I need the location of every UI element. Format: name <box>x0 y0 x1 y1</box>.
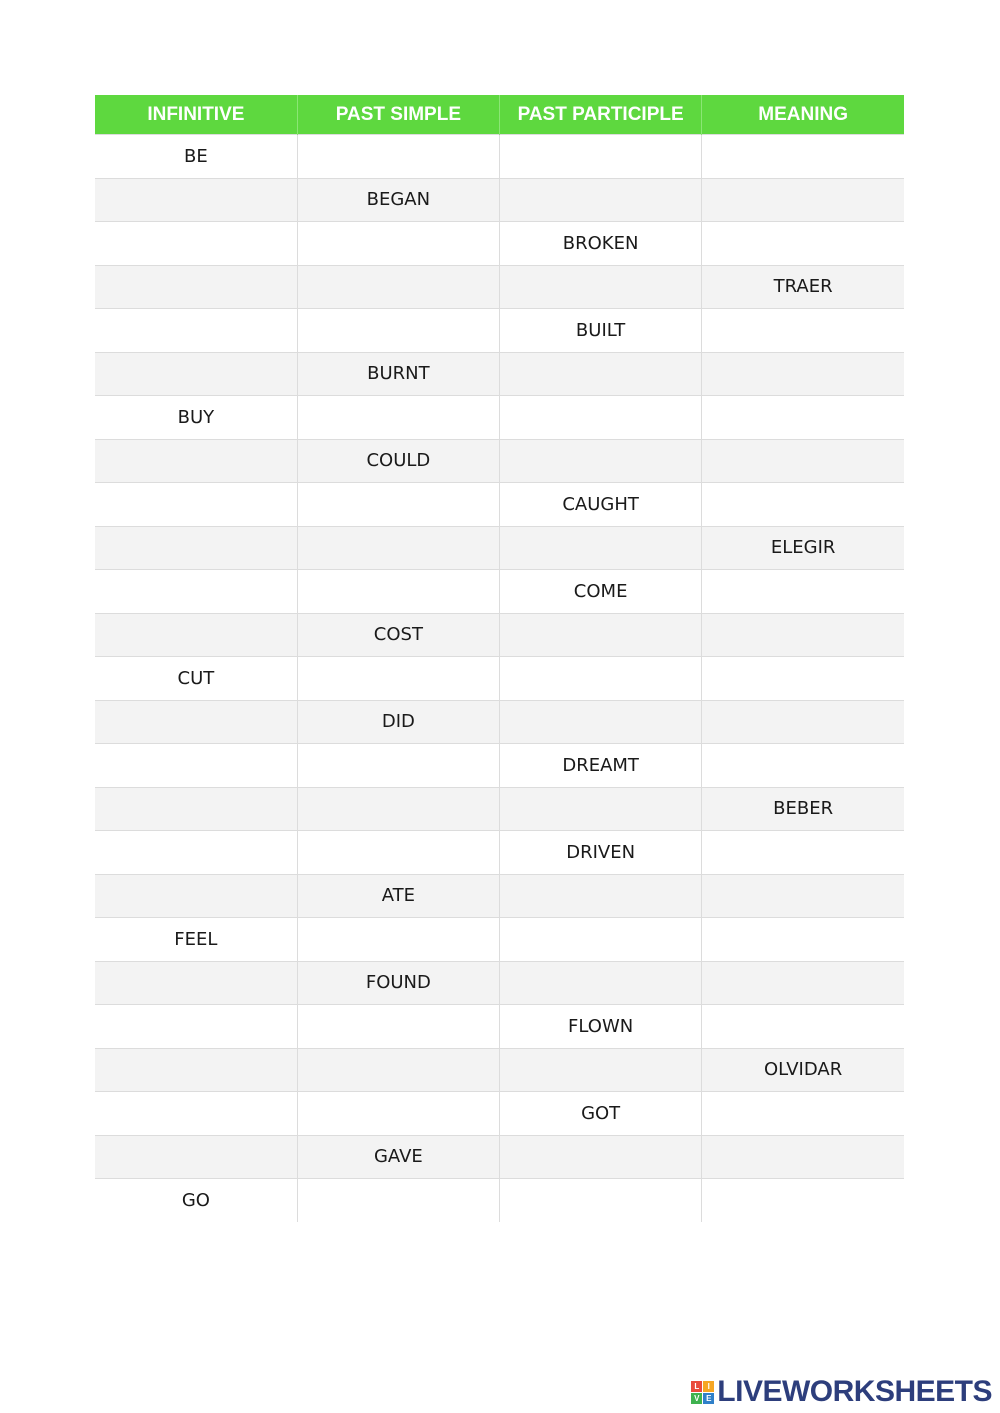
cell-past-participle: BROKEN <box>500 222 702 266</box>
cell-past-simple[interactable] <box>297 744 499 788</box>
cell-infinitive[interactable] <box>95 352 297 396</box>
irregular-verbs-table <box>95 95 904 1222</box>
cell-meaning[interactable] <box>702 961 904 1005</box>
table-row <box>95 961 904 1005</box>
table-row <box>95 309 904 353</box>
brand-letter-v: V <box>691 1393 702 1404</box>
table-row <box>95 787 904 831</box>
table-row <box>95 1092 904 1136</box>
cell-past-simple: ATE <box>297 874 499 918</box>
cell-past-simple[interactable] <box>297 1092 499 1136</box>
cell-infinitive[interactable] <box>95 483 297 527</box>
table-header <box>95 95 904 135</box>
cell-infinitive[interactable] <box>95 744 297 788</box>
cell-infinitive[interactable] <box>95 831 297 875</box>
cell-past-simple: BEGAN <box>297 178 499 222</box>
cell-past-participle[interactable] <box>500 352 702 396</box>
cell-meaning[interactable] <box>702 700 904 744</box>
cell-past-participle: BUILT <box>500 309 702 353</box>
brand-mark-icon <box>691 1381 714 1404</box>
cell-meaning[interactable] <box>702 657 904 701</box>
cell-meaning[interactable] <box>702 396 904 440</box>
cell-past-simple[interactable] <box>297 135 499 179</box>
header-past-simple: PAST SIMPLE <box>297 95 499 135</box>
table-row <box>95 918 904 962</box>
cell-past-simple[interactable] <box>297 570 499 614</box>
cell-past-participle[interactable] <box>500 1179 702 1222</box>
cell-meaning[interactable] <box>702 613 904 657</box>
cell-past-simple: DID <box>297 700 499 744</box>
cell-infinitive[interactable] <box>95 613 297 657</box>
table-row <box>95 526 904 570</box>
cell-meaning[interactable] <box>702 1135 904 1179</box>
cell-infinitive[interactable] <box>95 787 297 831</box>
table-row <box>95 657 904 701</box>
cell-meaning: TRAER <box>702 265 904 309</box>
cell-past-participle: FLOWN <box>500 1005 702 1049</box>
cell-infinitive[interactable] <box>95 222 297 266</box>
header-row <box>95 95 904 135</box>
cell-infinitive[interactable] <box>95 1135 297 1179</box>
cell-past-simple[interactable] <box>297 265 499 309</box>
cell-meaning[interactable] <box>702 135 904 179</box>
cell-past-participle[interactable] <box>500 526 702 570</box>
cell-infinitive[interactable] <box>95 439 297 483</box>
cell-past-simple[interactable] <box>297 222 499 266</box>
cell-meaning[interactable] <box>702 874 904 918</box>
cell-infinitive[interactable] <box>95 1005 297 1049</box>
cell-infinitive: CUT <box>95 657 297 701</box>
table-row <box>95 222 904 266</box>
cell-infinitive[interactable] <box>95 265 297 309</box>
cell-past-participle[interactable] <box>500 657 702 701</box>
cell-infinitive[interactable] <box>95 1048 297 1092</box>
cell-past-participle[interactable] <box>500 1048 702 1092</box>
cell-past-participle[interactable] <box>500 135 702 179</box>
cell-meaning[interactable] <box>702 483 904 527</box>
cell-past-simple: COULD <box>297 439 499 483</box>
cell-meaning[interactable] <box>702 744 904 788</box>
cell-past-participle: COME <box>500 570 702 614</box>
table-row <box>95 352 904 396</box>
cell-infinitive[interactable] <box>95 874 297 918</box>
cell-meaning[interactable] <box>702 1179 904 1222</box>
cell-meaning[interactable] <box>702 309 904 353</box>
cell-past-participle[interactable] <box>500 265 702 309</box>
cell-infinitive: FEEL <box>95 918 297 962</box>
cell-past-participle[interactable] <box>500 961 702 1005</box>
cell-infinitive[interactable] <box>95 961 297 1005</box>
cell-past-simple: COST <box>297 613 499 657</box>
table-row <box>95 1179 904 1222</box>
cell-meaning[interactable] <box>702 570 904 614</box>
table-body <box>95 135 904 1222</box>
cell-meaning: ELEGIR <box>702 526 904 570</box>
header-past-participle: PAST PARTICIPLE <box>500 95 702 135</box>
cell-past-participle[interactable] <box>500 874 702 918</box>
cell-past-simple[interactable] <box>297 309 499 353</box>
cell-past-participle[interactable] <box>500 613 702 657</box>
cell-past-simple[interactable] <box>297 1048 499 1092</box>
cell-meaning: BEBER <box>702 787 904 831</box>
cell-past-simple: FOUND <box>297 961 499 1005</box>
cell-past-participle[interactable] <box>500 700 702 744</box>
cell-past-simple[interactable] <box>297 526 499 570</box>
brand-letter-i: I <box>703 1381 714 1392</box>
cell-meaning[interactable] <box>702 1092 904 1136</box>
cell-meaning[interactable] <box>702 222 904 266</box>
cell-past-participle[interactable] <box>500 787 702 831</box>
cell-past-participle[interactable] <box>500 396 702 440</box>
cell-infinitive: BE <box>95 135 297 179</box>
cell-past-participle: GOT <box>500 1092 702 1136</box>
brand-letter-l: L <box>691 1381 702 1392</box>
table-row <box>95 439 904 483</box>
cell-past-participle[interactable] <box>500 1135 702 1179</box>
table-row <box>95 570 904 614</box>
table-row <box>95 483 904 527</box>
cell-past-simple: BURNT <box>297 352 499 396</box>
header-infinitive: INFINITIVE <box>95 95 297 135</box>
table-row <box>95 135 904 179</box>
cell-infinitive[interactable] <box>95 526 297 570</box>
cell-infinitive: GO <box>95 1179 297 1222</box>
table-row <box>95 396 904 440</box>
cell-past-participle: DRIVEN <box>500 831 702 875</box>
cell-past-simple[interactable] <box>297 483 499 527</box>
cell-past-simple[interactable] <box>297 918 499 962</box>
cell-meaning[interactable] <box>702 918 904 962</box>
table-row <box>95 265 904 309</box>
liveworksheets-logo <box>691 1377 992 1407</box>
cell-meaning[interactable] <box>702 1005 904 1049</box>
cell-meaning[interactable] <box>702 178 904 222</box>
cell-past-participle[interactable] <box>500 918 702 962</box>
table-row <box>95 178 904 222</box>
cell-past-simple: GAVE <box>297 1135 499 1179</box>
cell-meaning[interactable] <box>702 831 904 875</box>
cell-past-participle: DREAMT <box>500 744 702 788</box>
cell-past-simple[interactable] <box>297 657 499 701</box>
cell-infinitive[interactable] <box>95 309 297 353</box>
cell-infinitive[interactable] <box>95 1092 297 1136</box>
table-row <box>95 613 904 657</box>
cell-past-participle: CAUGHT <box>500 483 702 527</box>
table-row <box>95 1048 904 1092</box>
brand-name: LIVEWORKSHEETS <box>717 1375 992 1408</box>
cell-infinitive: BUY <box>95 396 297 440</box>
table-row <box>95 1005 904 1049</box>
table-row <box>95 874 904 918</box>
cell-infinitive[interactable] <box>95 178 297 222</box>
table-row <box>95 744 904 788</box>
cell-past-simple[interactable] <box>297 1179 499 1222</box>
cell-past-participle[interactable] <box>500 178 702 222</box>
table-row <box>95 1135 904 1179</box>
cell-infinitive[interactable] <box>95 570 297 614</box>
cell-past-simple[interactable] <box>297 1005 499 1049</box>
brand-letter-e: E <box>703 1393 714 1404</box>
table-row <box>95 700 904 744</box>
cell-infinitive[interactable] <box>95 700 297 744</box>
cell-past-simple[interactable] <box>297 831 499 875</box>
cell-past-simple[interactable] <box>297 396 499 440</box>
cell-meaning[interactable] <box>702 352 904 396</box>
cell-past-simple[interactable] <box>297 787 499 831</box>
header-meaning: MEANING <box>702 95 904 135</box>
table-row <box>95 831 904 875</box>
cell-meaning[interactable] <box>702 439 904 483</box>
cell-meaning: OLVIDAR <box>702 1048 904 1092</box>
cell-past-participle[interactable] <box>500 439 702 483</box>
